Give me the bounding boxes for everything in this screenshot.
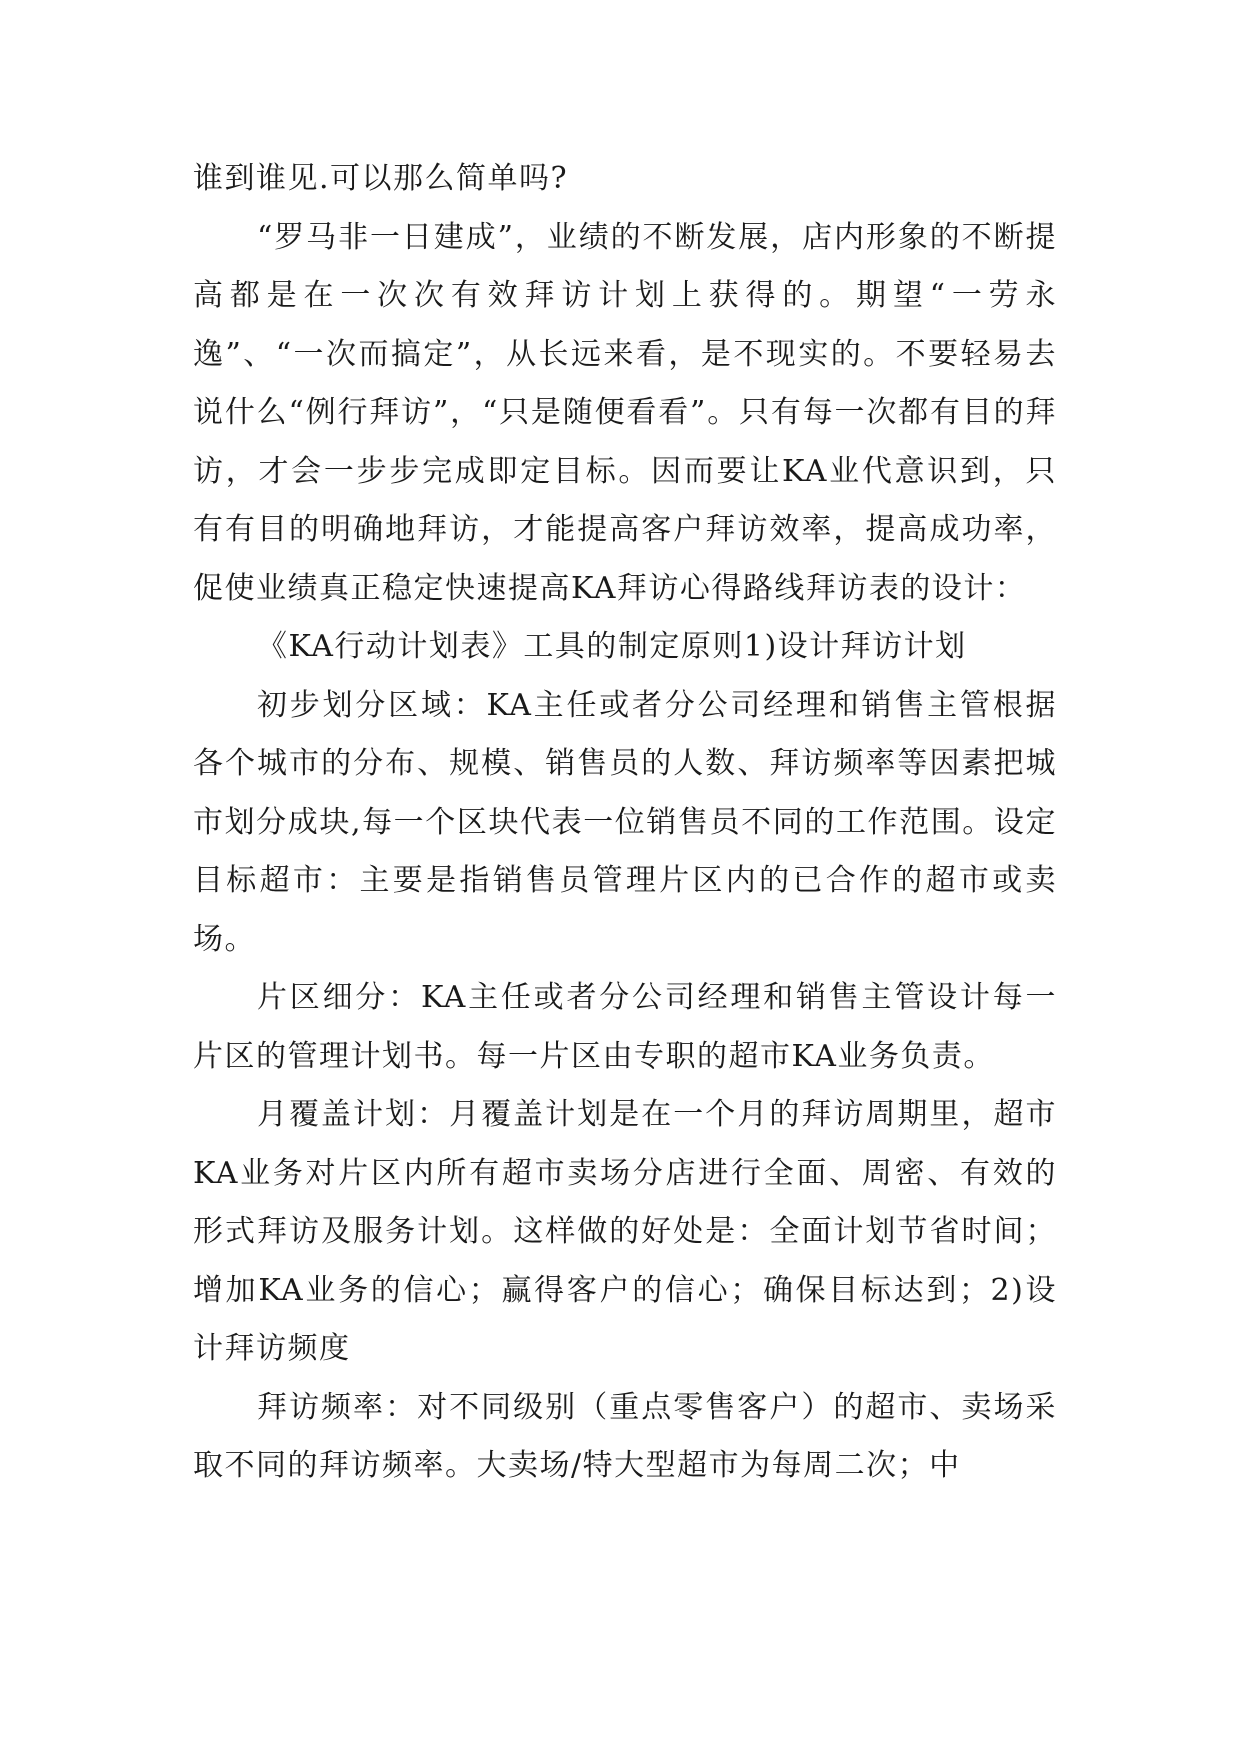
paragraph-3: 《KA行动计划表》工具的制定原则1)设计拜访计划 (257, 629, 967, 664)
paragraph-1: 谁到谁见.可以那么简单吗? (193, 161, 569, 196)
document-page (193, 150, 1057, 1496)
paragraph-7: 拜访频率：对不同级别（重点零售客户）的超市、卖场采取不同的拜访频率。大卖场/特大型超市为每周二次；中 (193, 1389, 1057, 1483)
paragraph-6: 月覆盖计划：月覆盖计划是在一个月的拜访周期里，超市KA业务对片区内所有超市卖场分店进行全面、周密、有效的形式拜访及服务计划。这样做的好处是：全面计划节省时间；增加KA业务的信心；赢得客户的信心；确保目标达到；2)设计拜访频度 (193, 1097, 1057, 1366)
paragraph-5: 片区细分：KA主任或者分公司经理和销售主管设计每一片区的管理计划书。每一片区由专职的超市KA业务负责。 (193, 980, 1057, 1074)
paragraph-2: “罗马非一日建成”，业绩的不断发展，店内形象的不断提高都是在一次次有效拜访计划上获得的。期望“一劳永逸”、“一次而搞定”，从长远来看，是不现实的。不要轻易去说什么“例行拜访”，“只是随便看看”。只有每一次都有目的拜访，才会一步步完成即定目标。因而要让KA业代意识到，只有有目的明确地拜访，才能提高客户拜访效率，提高成功率，促使业绩真正稳定快速提高KA拜访心得路线拜访表的设计： (193, 219, 1057, 606)
paragraph-4: 初步划分区域：KA主任或者分公司经理和销售主管根据各个城市的分布、规模、销售员的人数、拜访频率等因素把城市划分成块,每一个区块代表一位销售员不同的工作范围。设定目标超市：主要是指销售员管理片区内的已合作的超市或卖场。 (193, 687, 1057, 957)
